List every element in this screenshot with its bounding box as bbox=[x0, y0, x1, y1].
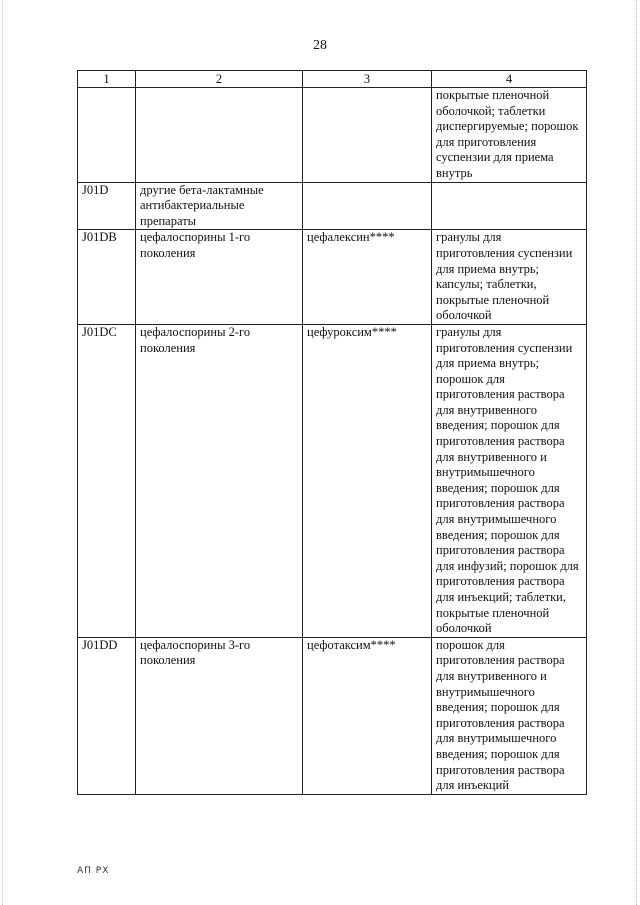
dosage-forms-cell: порошок для приготовления раствора для внутривенного и внутримышечного введения; порошок для приготовления раствора для внутримышечного введения; порошок для приготовления раствора для инъекций bbox=[432, 637, 587, 794]
group-cell: другие бета-лактамные антибактериальные препараты bbox=[136, 182, 303, 230]
table-row bbox=[78, 182, 587, 230]
page-number: 28 bbox=[313, 38, 327, 53]
drug-cell bbox=[303, 88, 432, 183]
drug-cell: цефуроксим**** bbox=[303, 324, 432, 637]
dosage-forms-cell: покрытые пленочной оболочкой; таблетки диспергируемые; порошок для приготовления суспензии для приема внутрь bbox=[432, 88, 587, 183]
dosage-forms-cell: гранулы для приготовления суспензии для приема внутрь; капсулы; таблетки, покрытые пленочной оболочкой bbox=[432, 230, 587, 325]
scan-edge-left bbox=[2, 0, 4, 905]
table-row bbox=[78, 324, 587, 637]
drug-cell: цефотаксим**** bbox=[303, 637, 432, 794]
scan-edge-right bbox=[636, 0, 638, 905]
footer-mark: АП РХ bbox=[77, 866, 110, 876]
group-cell: цефалоспорины 1-го поколения bbox=[136, 230, 303, 325]
group-cell bbox=[136, 88, 303, 183]
dosage-forms-cell bbox=[432, 182, 587, 230]
table-header-row bbox=[78, 71, 587, 88]
column-header-2: 2 bbox=[136, 71, 303, 88]
atc-code-cell: J01DC bbox=[78, 324, 136, 637]
atc-code-cell: J01D bbox=[78, 182, 136, 230]
drug-table bbox=[77, 70, 587, 795]
column-header-4: 4 bbox=[432, 71, 587, 88]
table-row bbox=[78, 230, 587, 325]
drug-cell bbox=[303, 182, 432, 230]
table-row bbox=[78, 637, 587, 794]
dosage-forms-cell: гранулы для приготовления суспензии для приема внутрь; порошок для приготовления раствора для внутривенного введения; порошок для приготовления раствора для внутривенного и внутримышечного введения; порошок для приготовления раствора для внутримышечного введения; порошок для приготовления раствора для инфузий; порошок для приготовления раствора для инъекций; таблетки, покрытые пленочной оболочкой bbox=[432, 324, 587, 637]
column-header-3: 3 bbox=[303, 71, 432, 88]
group-cell: цефалоспорины 3-го поколения bbox=[136, 637, 303, 794]
atc-code-cell: J01DD bbox=[78, 637, 136, 794]
table-row bbox=[78, 88, 587, 183]
drug-cell: цефалексин**** bbox=[303, 230, 432, 325]
atc-code-cell: J01DB bbox=[78, 230, 136, 325]
group-cell: цефалоспорины 2-го поколения bbox=[136, 324, 303, 637]
atc-code-cell bbox=[78, 88, 136, 183]
column-header-1: 1 bbox=[78, 71, 136, 88]
